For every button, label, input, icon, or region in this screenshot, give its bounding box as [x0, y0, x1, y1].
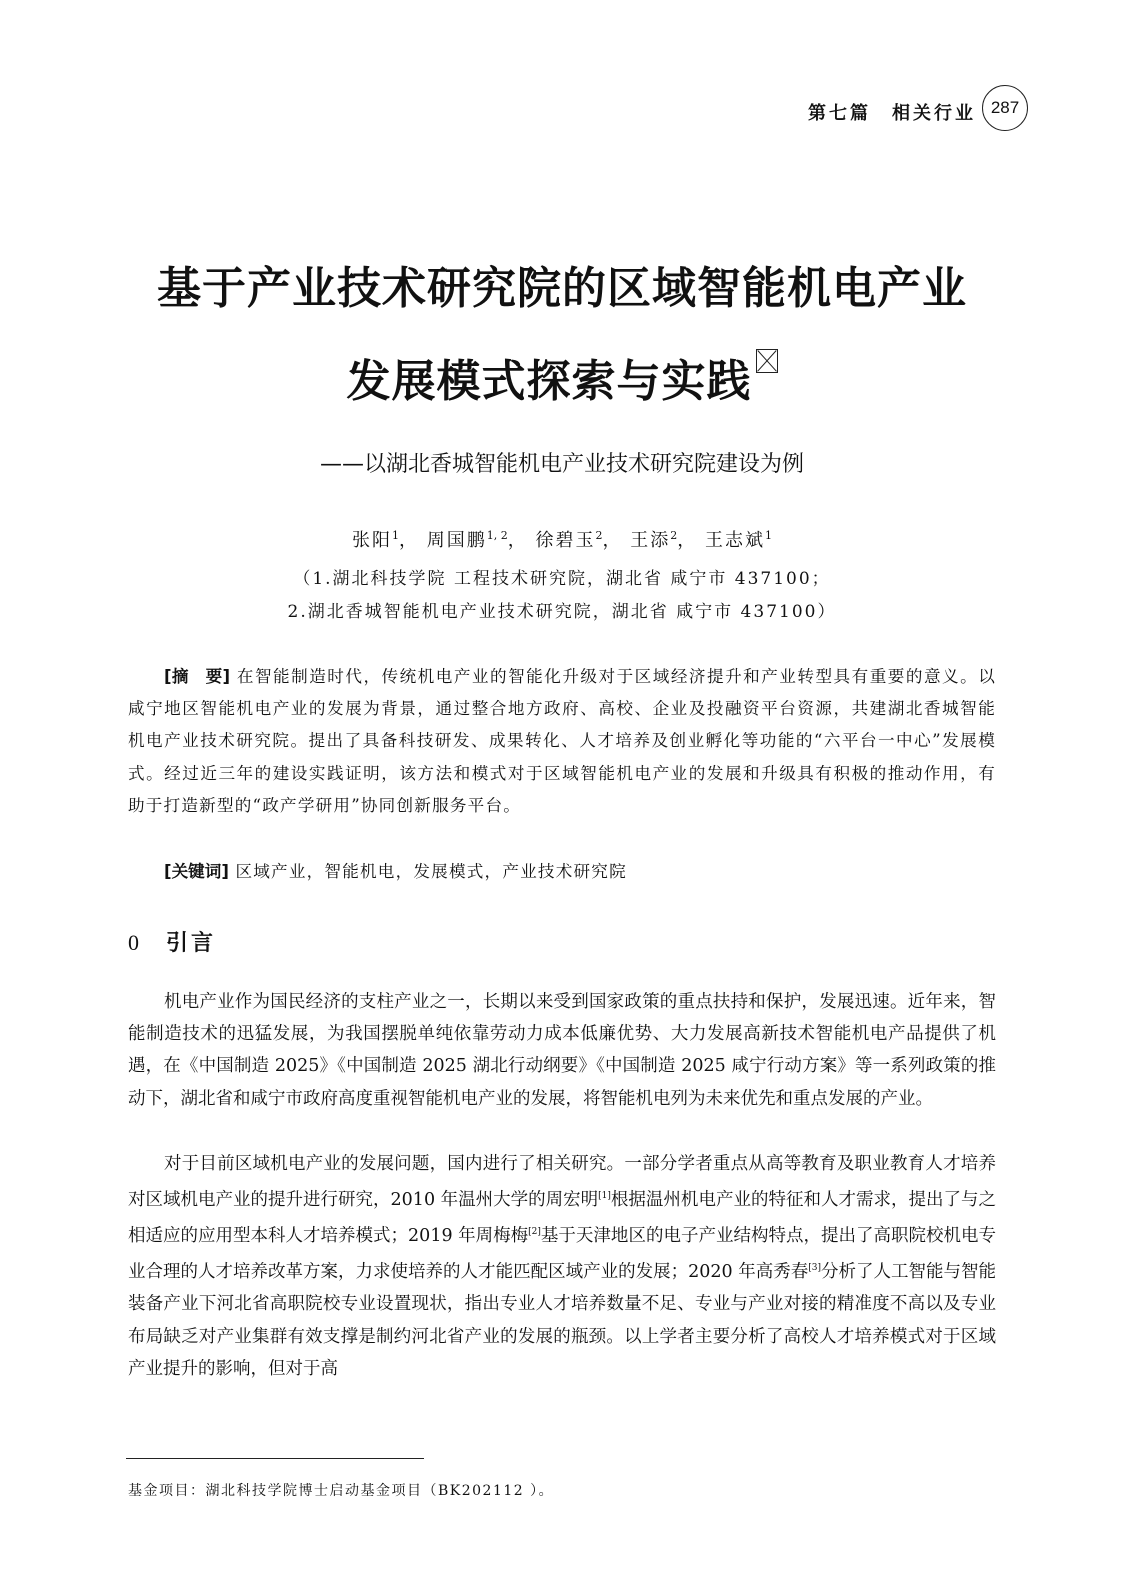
author-list: 张阳$^1$， 周国鹏$^{1, 2}$， 徐碧玉$^2$， 王添$^2$， 王志斌$^1$ [352, 529, 772, 551]
author-affiliation-mark: 1, 2 [486, 529, 508, 542]
author-name: 王添 [630, 530, 671, 551]
abstract-text: 在智能制造时代，传统机电产业的智能化升级对于区域经济提升和产业转型具有重要的意义。以咸宁地区智能机电产业的发展为背景，通过整合地方政府、高校、企业及投融资平台资源，共建湖北香城智能机电产业技术研究院。提出了具备科技研发、成果转化、人才培养及创业孵化等功能的“六平台一中心”发展模式。经过近三年的建设实践证明，该方法和模式对于区域智能机电产业的发展和升级具有积极的推动作用，有助于打造新型的“政产学研用”协同创新服务平台。 [128, 667, 996, 815]
section-heading [128, 926, 216, 957]
keywords [128, 856, 996, 888]
author-name: 周国鹏 [426, 530, 487, 551]
keywords-text: 区域产业，智能机电，发展模式，产业技术研究院 [235, 862, 627, 881]
affiliation-line-2: 2.湖北香城智能机电产业技术研究院，湖北省 咸宁市 437100） [287, 602, 837, 622]
abstract [128, 661, 996, 822]
author-name: 张阳 [352, 530, 393, 551]
paragraph-1: 机电产业作为国民经济的支柱产业之一，长期以来受到国家政策的重点扶持和保护，发展迅速。近年来，智能制造技术的迅猛发展，为我国摆脱单纯依靠劳动力成本低廉优势、大力发展高新技术智能机电产品提供了机遇，在《中国制造 2025》《中国制造 2025 湖北行动纲要》《中国制造 2025 咸宁行动方案》等一系列政策的推动下，湖北省和咸宁市政府高度重视智能机电产业的发展，将智能机电列为未来优先和重点发展的产业。 [128, 992, 996, 1109]
author-affiliation-mark: 2 [595, 529, 603, 542]
paragraph-2-part-c: 基于天津地区的电子产业结构特点，提出了高职院校机电专业合理的人才培养改革方案，力求使培养的人才能匹配区域产业的发展；2020 年高秀春 [128, 1226, 996, 1283]
paragraph-2 [128, 1148, 996, 1385]
affiliation-line-1: （1.湖北科技学院 工程技术研究院，湖北省 咸宁市 437100； [293, 569, 831, 589]
citation-ref-2[interactable]: [2] [528, 1227, 541, 1238]
footnote-divider [126, 1458, 424, 1459]
citation-ref-3[interactable]: [3] [808, 1263, 821, 1274]
paper-title-line2-text: 发展模式探索与实践 [346, 356, 752, 407]
paragraph-2-part-d: 分析了人工智能与智能装备产业下河北省高职院校专业设置现状，指出专业人才培养数量不足、专业与产业对接的精准度不高以及专业布局缺乏对产业集群有效支撑是制约河北省产业的发展的瓶颈。以上学者主要分析了高校人才培养模式对于区域产业提升的影响，但对于高 [128, 1262, 996, 1379]
page-number: 287 [982, 85, 1028, 131]
abstract-label: [摘 要] [164, 667, 231, 686]
citation-ref-1[interactable]: [1] [598, 1191, 611, 1202]
author-name: 徐碧玉 [535, 530, 596, 551]
section-number: 0 [128, 930, 139, 955]
paragraph-2-part-a: 对于目前区域机电产业的发展问题，国内进行了相关研究。一部分学者重点从高等教育及职业教育人才培养对区域机电产业的提升进行研究，2010 年温州大学的周宏明 [128, 1154, 996, 1211]
running-header: 第七篇 相关行业 [808, 103, 976, 124]
paper-title-line2 [0, 345, 1124, 409]
footnote-marker-icon [756, 349, 778, 373]
paper-title-line1: 基于产业技术研究院的区域智能机电产业 [157, 263, 967, 314]
paragraph-2-part-b: 根据温州机电产业的特征和人才需求，提出了与之相适应的应用型本科人才培养模式；2019 年周梅梅 [128, 1190, 996, 1247]
keywords-label: [关键词] [164, 862, 229, 881]
author-name: 王志斌 [704, 530, 765, 551]
funding-footnote: 基金项目：湖北科技学院博士启动基金项目（BK202112 ）。 [128, 1483, 555, 1499]
author-affiliation-mark: 1 [392, 529, 400, 542]
author-affiliation-mark: 2 [670, 529, 678, 542]
section-title: 引言 [166, 931, 217, 956]
author-affiliation-mark: 1 [764, 529, 772, 542]
paper-subtitle: ——以湖北香城智能机电产业技术研究院建设为例 [319, 452, 804, 477]
